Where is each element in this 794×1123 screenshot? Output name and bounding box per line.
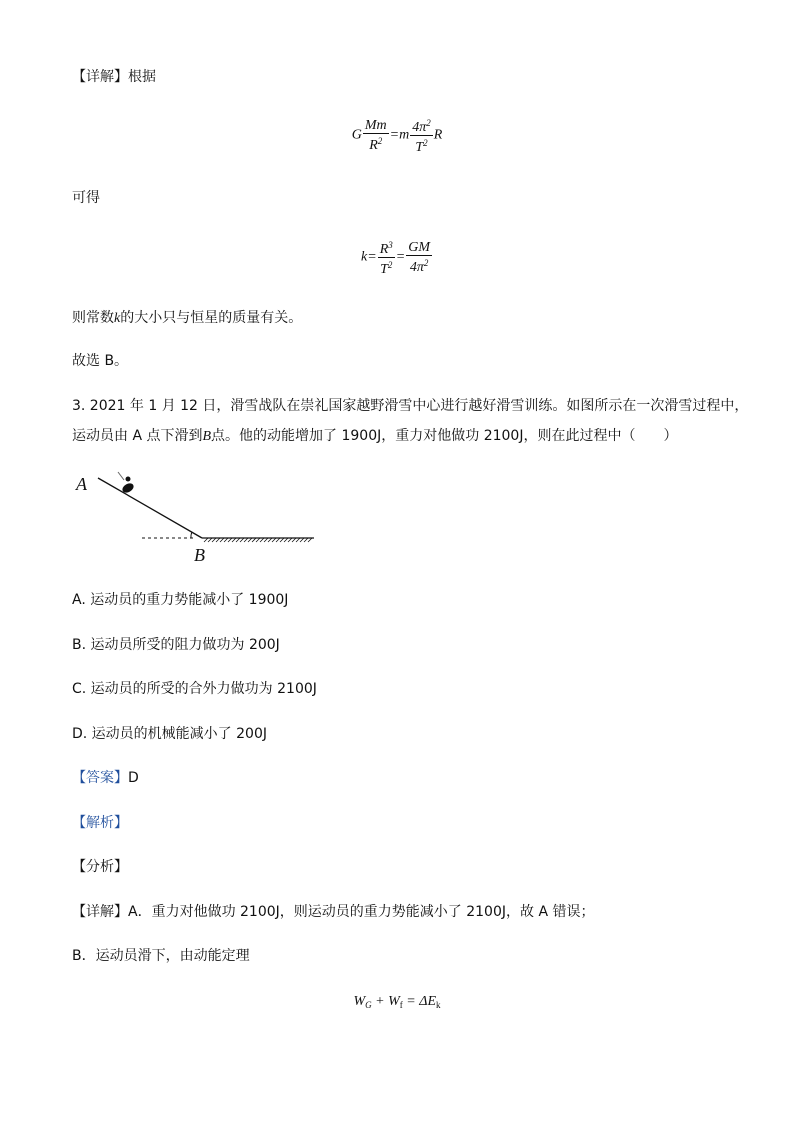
constant-sentence — [72, 308, 302, 329]
answer-label: 【答案】 — [72, 770, 128, 786]
constant-after: 的大小只与恒星的质量有关。 — [120, 310, 303, 326]
formula2-den1: T — [380, 262, 388, 277]
question-var-b: B — [202, 429, 212, 444]
formula1-m: m — [399, 127, 410, 143]
option-c: C. 运动员的所受的合外力做功为 2100J — [72, 681, 317, 697]
formula1-den1-exp: 2 — [377, 136, 383, 146]
constant-before: 则常数 — [72, 310, 114, 326]
formula3-sub-f: f — [399, 1000, 403, 1010]
option-d: D. 运动员的机械能减小了 200J — [72, 726, 267, 742]
formula1-den2-exp: 2 — [423, 138, 428, 148]
point-b-label: B — [194, 545, 205, 565]
slope-line — [98, 478, 202, 538]
option-a: A. 运动员的重力势能减小了 1900J — [72, 592, 289, 608]
formula3-w: W — [353, 994, 366, 1009]
analysis-label: 【解析】 — [72, 815, 128, 831]
formula2-frac-gm-4pi2 — [406, 240, 432, 275]
formula2-eq2: = — [395, 249, 406, 265]
formula1-num2-exp: 2 — [426, 118, 431, 128]
question-line-2-a: 运动员由 A 点下滑到 — [72, 428, 203, 444]
formula1-den1: R — [369, 138, 378, 153]
line-b-text: B．运动员滑下，由动能定理 — [72, 948, 250, 964]
formula3-w2: W — [388, 994, 400, 1009]
formula3-sub-g: G — [365, 1000, 372, 1010]
formula2-den2-exp: 2 — [423, 258, 429, 268]
formula2-den1-exp: 2 — [387, 260, 393, 270]
point-a-label: A — [76, 474, 87, 494]
formula1-num2: 4π — [412, 120, 427, 135]
detail-heading: 【详解】根据 — [72, 69, 156, 85]
formula2-num1-exp: 3 — [388, 240, 393, 250]
formula2-den2: 4π — [409, 260, 424, 275]
constant-var-k: k — [114, 311, 121, 326]
detail2-text: 【详解】A．重力对他做功 2100J，则运动员的重力势能减小了 2100J，故 A 错误； — [72, 904, 595, 920]
formula2-eq1: = — [367, 249, 377, 265]
formula1-frac-4pi2-t2 — [410, 116, 433, 155]
slope-diagram — [70, 466, 330, 566]
formula1-eq: = — [389, 127, 400, 143]
fenxi-label: 【分析】 — [72, 859, 128, 875]
formula2-num1: R — [379, 242, 389, 257]
formula2-num2: GM — [408, 240, 430, 255]
formula2-frac-r3-t2 — [378, 238, 395, 277]
choose-b-text: 故选 B。 — [72, 353, 129, 369]
answer-line — [72, 768, 139, 788]
answer-value: D — [128, 770, 139, 786]
ke-de-text: 可得 — [72, 190, 100, 206]
formula3-eq-delta-e: = ΔE — [402, 994, 436, 1009]
formula3-sub-k: k — [436, 1000, 441, 1010]
formula1-frac-mm-r2 — [363, 118, 389, 153]
formula2-k: k — [361, 249, 368, 265]
formula1-den2: T — [415, 140, 424, 155]
question-line-2 — [72, 426, 677, 447]
option-b: B. 运动员所受的阻力做功为 200J — [72, 637, 280, 653]
formula-work-energy — [0, 994, 794, 1010]
question-line-1: 3. 2021 年 1 月 12 日，滑雪战队在崇礼国家越野滑雪中心进行越好滑雪训练。如图所示在一次滑雪过程中， — [72, 398, 749, 414]
formula1-num1: Mm — [364, 118, 387, 133]
formula3-plus: + — [371, 994, 389, 1009]
angle-arc — [191, 532, 192, 538]
formula1-r: R — [433, 127, 443, 143]
formula-kepler-constant — [0, 238, 794, 277]
question-line-2-b: 点。他的动能增加了 1900J，重力对他做功 2100J，则在此过程中（ ） — [211, 428, 678, 444]
formula1-g: G — [351, 127, 362, 143]
formula-gravitation — [0, 116, 794, 155]
